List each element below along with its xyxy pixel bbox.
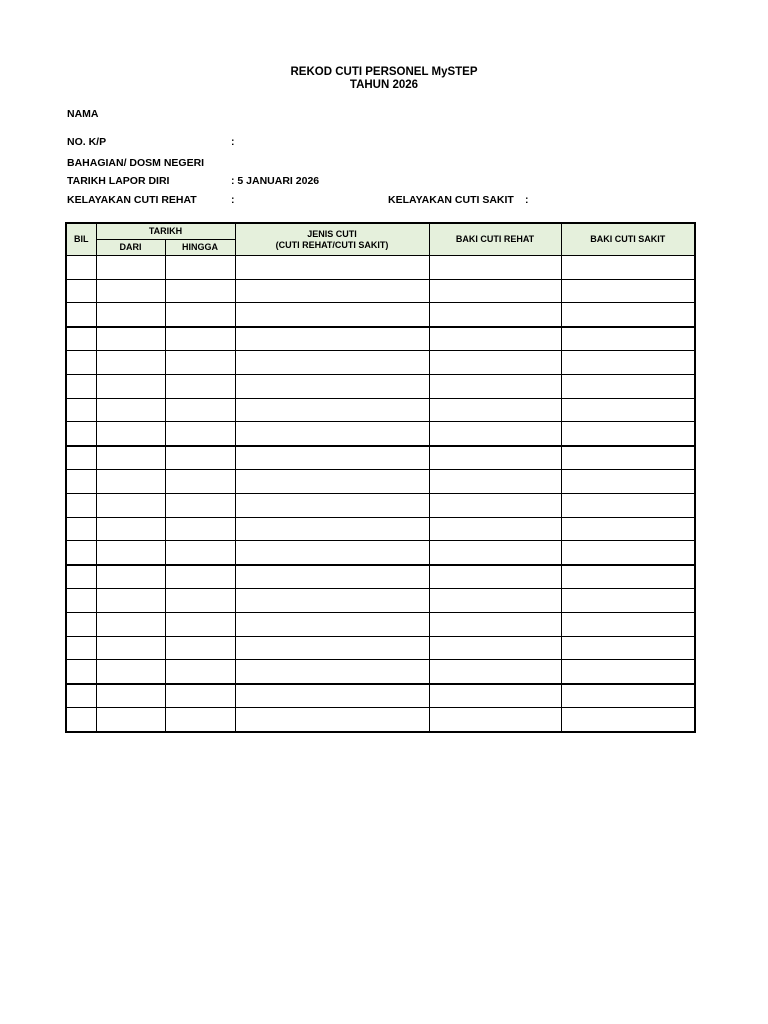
table-cell[interactable] <box>165 303 235 327</box>
header-jenis-line-2: (CUTI REHAT/CUTI SAKIT) <box>275 239 389 250</box>
table-cell[interactable] <box>66 374 96 398</box>
header-bil: BIL <box>66 223 96 256</box>
table-body <box>66 256 695 732</box>
table-cell[interactable] <box>165 708 235 732</box>
table-cell[interactable] <box>561 660 695 684</box>
table-cell[interactable] <box>235 422 429 446</box>
table-cell[interactable] <box>96 351 165 375</box>
table-row <box>66 636 695 660</box>
table-cell[interactable] <box>165 398 235 422</box>
kelayakan-sakit-label: KELAYAKAN CUTI SAKIT <box>388 194 514 206</box>
table-cell[interactable] <box>165 374 235 398</box>
table-row <box>66 279 695 303</box>
tarikh-lapor-value: : 5 JANUARI 2026 <box>231 175 320 187</box>
kelayakan-rehat-label: KELAYAKAN CUTI REHAT <box>67 194 197 206</box>
table-cell[interactable] <box>165 256 235 280</box>
table-cell[interactable] <box>165 422 235 446</box>
table-row <box>66 708 695 732</box>
table-cell[interactable] <box>561 493 695 517</box>
table-cell[interactable] <box>429 398 561 422</box>
leave-record-table <box>65 222 696 733</box>
table-cell[interactable] <box>429 422 561 446</box>
table-cell[interactable] <box>429 589 561 613</box>
table-cell[interactable] <box>96 446 165 470</box>
table-cell[interactable] <box>561 374 695 398</box>
table-cell[interactable] <box>235 612 429 636</box>
table-cell[interactable] <box>561 398 695 422</box>
table-cell[interactable] <box>561 541 695 565</box>
table-cell[interactable] <box>429 493 561 517</box>
table-cell[interactable] <box>165 660 235 684</box>
table-cell[interactable] <box>165 470 235 494</box>
table-cell[interactable] <box>235 517 429 541</box>
table-cell[interactable] <box>165 279 235 303</box>
table-row <box>66 422 695 446</box>
table-cell[interactable] <box>165 612 235 636</box>
table-cell[interactable] <box>235 256 429 280</box>
table-cell[interactable] <box>429 351 561 375</box>
table-cell[interactable] <box>66 636 96 660</box>
table-cell[interactable] <box>66 327 96 351</box>
table-row <box>66 517 695 541</box>
table-cell[interactable] <box>96 374 165 398</box>
kelayakan-sakit-colon: : <box>525 194 529 206</box>
nokp-label: NO. K/P <box>67 136 107 148</box>
table-cell[interactable] <box>96 589 165 613</box>
table-cell[interactable] <box>66 351 96 375</box>
table-cell[interactable] <box>561 517 695 541</box>
table-row <box>66 398 695 422</box>
table-cell[interactable] <box>165 517 235 541</box>
table-cell[interactable] <box>96 517 165 541</box>
table-row <box>66 351 695 375</box>
table-cell[interactable] <box>235 660 429 684</box>
table-cell[interactable] <box>66 684 96 708</box>
table-cell[interactable] <box>429 660 561 684</box>
table-cell[interactable] <box>429 517 561 541</box>
table-cell[interactable] <box>96 541 165 565</box>
table-row <box>66 541 695 565</box>
table-cell[interactable] <box>561 422 695 446</box>
table-cell[interactable] <box>66 565 96 589</box>
table-cell[interactable] <box>165 565 235 589</box>
table-cell[interactable] <box>66 422 96 446</box>
table-cell[interactable] <box>66 541 96 565</box>
table-cell[interactable] <box>235 541 429 565</box>
header-baki-sakit: BAKI CUTI SAKIT <box>561 223 695 256</box>
table-cell[interactable] <box>235 470 429 494</box>
table-cell[interactable] <box>66 612 96 636</box>
table-row <box>66 303 695 327</box>
table-cell[interactable] <box>429 565 561 589</box>
table-cell[interactable] <box>165 541 235 565</box>
table-cell[interactable] <box>561 446 695 470</box>
table-cell[interactable] <box>429 303 561 327</box>
table-cell[interactable] <box>66 660 96 684</box>
table-cell[interactable] <box>66 493 96 517</box>
table-cell[interactable] <box>96 422 165 446</box>
table-cell[interactable] <box>235 398 429 422</box>
table-cell[interactable] <box>429 279 561 303</box>
table-cell[interactable] <box>96 636 165 660</box>
title-line-1: REKOD CUTI PERSONEL MySTEP <box>290 66 478 78</box>
nama-label: NAMA <box>67 108 99 120</box>
table-cell[interactable] <box>96 303 165 327</box>
table-cell[interactable] <box>235 565 429 589</box>
table-row <box>66 327 695 351</box>
table-cell[interactable] <box>561 470 695 494</box>
table-cell[interactable] <box>165 351 235 375</box>
table-cell[interactable] <box>561 684 695 708</box>
header-baki-rehat: BAKI CUTI REHAT <box>429 223 561 256</box>
kelayakan-rehat-colon: : <box>231 194 235 206</box>
table-cell[interactable] <box>235 351 429 375</box>
table-cell[interactable] <box>96 256 165 280</box>
table-cell[interactable] <box>96 470 165 494</box>
table-row <box>66 660 695 684</box>
table-cell[interactable] <box>235 374 429 398</box>
table-cell[interactable] <box>235 303 429 327</box>
bahagian-label: BAHAGIAN/ DOSM NEGERI <box>67 157 205 169</box>
table-row <box>66 446 695 470</box>
table-cell[interactable] <box>96 660 165 684</box>
document-title <box>0 66 768 92</box>
tarikh-lapor-label: TARIKH LAPOR DIRI <box>67 175 170 187</box>
table-cell[interactable] <box>561 256 695 280</box>
table-cell[interactable] <box>96 565 165 589</box>
nokp-colon: : <box>231 136 235 148</box>
table-cell[interactable] <box>66 517 96 541</box>
table-cell[interactable] <box>235 708 429 732</box>
table-cell[interactable] <box>561 612 695 636</box>
table-cell[interactable] <box>165 493 235 517</box>
table-cell[interactable] <box>66 256 96 280</box>
table-cell[interactable] <box>165 446 235 470</box>
table-cell[interactable] <box>66 470 96 494</box>
table-cell[interactable] <box>165 327 235 351</box>
table-cell[interactable] <box>66 398 96 422</box>
table-cell[interactable] <box>66 589 96 613</box>
table-cell[interactable] <box>429 327 561 351</box>
table-cell[interactable] <box>561 327 695 351</box>
table-row <box>66 612 695 636</box>
table-cell[interactable] <box>96 708 165 732</box>
table-cell[interactable] <box>429 541 561 565</box>
table-cell[interactable] <box>429 446 561 470</box>
table-cell[interactable] <box>96 398 165 422</box>
table-cell[interactable] <box>561 636 695 660</box>
table-cell[interactable] <box>561 708 695 732</box>
table-cell[interactable] <box>235 493 429 517</box>
table-cell[interactable] <box>429 636 561 660</box>
table-cell[interactable] <box>96 327 165 351</box>
table-cell[interactable] <box>429 708 561 732</box>
table-cell[interactable] <box>561 279 695 303</box>
table-row <box>66 684 695 708</box>
table-cell[interactable] <box>561 589 695 613</box>
table-row <box>66 470 695 494</box>
table-cell[interactable] <box>66 446 96 470</box>
table-row <box>66 256 695 280</box>
table-cell[interactable] <box>429 684 561 708</box>
table-cell[interactable] <box>235 589 429 613</box>
table-cell[interactable] <box>429 612 561 636</box>
table-cell[interactable] <box>66 303 96 327</box>
table-cell[interactable] <box>165 684 235 708</box>
table-cell[interactable] <box>235 327 429 351</box>
table-row <box>66 589 695 613</box>
header-dari: DARI <box>96 240 165 256</box>
table-cell[interactable] <box>561 351 695 375</box>
table-cell[interactable] <box>235 279 429 303</box>
table-cell[interactable] <box>561 565 695 589</box>
table-cell[interactable] <box>66 279 96 303</box>
table-cell[interactable] <box>429 256 561 280</box>
table-cell[interactable] <box>429 470 561 494</box>
table-cell[interactable] <box>561 303 695 327</box>
table-cell[interactable] <box>96 684 165 708</box>
table-cell[interactable] <box>235 684 429 708</box>
header-jenis-cuti <box>235 223 429 256</box>
table-cell[interactable] <box>96 279 165 303</box>
table-cell[interactable] <box>96 612 165 636</box>
header-jenis-line-1: JENIS CUTI <box>307 228 357 239</box>
table-row <box>66 565 695 589</box>
table-cell[interactable] <box>235 446 429 470</box>
title-line-2: TAHUN 2026 <box>349 79 419 91</box>
table-row <box>66 374 695 398</box>
table-cell[interactable] <box>165 589 235 613</box>
table-cell[interactable] <box>235 636 429 660</box>
table-cell[interactable] <box>96 493 165 517</box>
table-cell[interactable] <box>165 636 235 660</box>
table-cell[interactable] <box>429 374 561 398</box>
table-row <box>66 493 695 517</box>
header-tarikh: TARIKH <box>96 223 235 240</box>
table-cell[interactable] <box>66 708 96 732</box>
header-hingga: HINGGA <box>165 240 235 256</box>
